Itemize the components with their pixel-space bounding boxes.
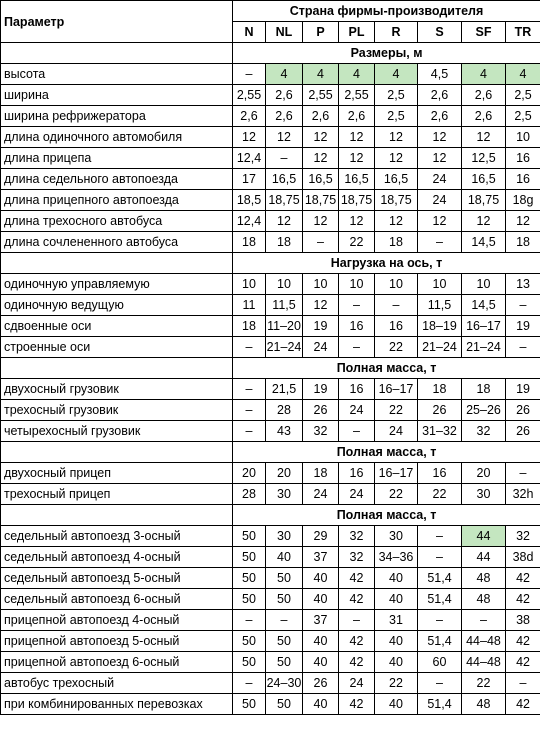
value-cell-nl: 18 — [266, 232, 303, 253]
value-cell-r: 16–17 — [375, 463, 418, 484]
section-title: Полная масса, т — [233, 442, 540, 463]
value-cell-sf: 30 — [462, 484, 506, 505]
row-label: одиночную управляемую — [1, 274, 233, 295]
value-cell-nl: 50 — [266, 694, 303, 715]
value-cell-sf: 16,5 — [462, 169, 506, 190]
value-cell-r: 10 — [375, 274, 418, 295]
value-cell-sf: 18,75 — [462, 190, 506, 211]
row-label: длина прицепного автопоезда — [1, 190, 233, 211]
value-cell-pl: 42 — [339, 589, 375, 610]
value-cell-nl: 30 — [266, 526, 303, 547]
table-row — [1, 652, 540, 673]
row-label: трехосный прицеп — [1, 484, 233, 505]
value-cell-p: 10 — [303, 274, 339, 295]
value-cell-sf: 12,5 — [462, 148, 506, 169]
value-cell-p: 16,5 — [303, 169, 339, 190]
value-cell-r: 22 — [375, 337, 418, 358]
country-header-r: R — [375, 22, 418, 43]
value-cell-r: 30 — [375, 526, 418, 547]
value-cell-n: – — [233, 337, 266, 358]
value-cell-pl: 24 — [339, 484, 375, 505]
value-cell-r: 22 — [375, 673, 418, 694]
value-cell-r: 2,5 — [375, 85, 418, 106]
value-cell-nl: 40 — [266, 547, 303, 568]
value-cell-tr: 32h — [506, 484, 540, 505]
value-cell-tr: 16 — [506, 148, 540, 169]
value-cell-n: 18,5 — [233, 190, 266, 211]
value-cell-pl: 42 — [339, 631, 375, 652]
value-cell-n: – — [233, 610, 266, 631]
row-label: ширина — [1, 85, 233, 106]
value-cell-pl: 10 — [339, 274, 375, 295]
value-cell-r: – — [375, 295, 418, 316]
row-label: длина прицепа — [1, 148, 233, 169]
country-group-header: Страна фирмы-производителя — [233, 1, 540, 22]
table-row — [1, 106, 540, 127]
value-cell-tr: 4 — [506, 64, 540, 85]
row-label: четырехосный грузовик — [1, 421, 233, 442]
table-row — [1, 232, 540, 253]
value-cell-r: 24 — [375, 421, 418, 442]
value-cell-n: 28 — [233, 484, 266, 505]
table-row — [1, 295, 540, 316]
value-cell-nl: 21,5 — [266, 379, 303, 400]
table-row — [1, 127, 540, 148]
value-cell-n: – — [233, 673, 266, 694]
value-cell-pl: 42 — [339, 652, 375, 673]
value-cell-s: 16 — [418, 463, 462, 484]
value-cell-sf: 44 — [462, 547, 506, 568]
row-label: двухосный прицеп — [1, 463, 233, 484]
value-cell-tr: – — [506, 295, 540, 316]
table-row — [1, 64, 540, 85]
value-cell-r: 16–17 — [375, 379, 418, 400]
value-cell-r: 16 — [375, 316, 418, 337]
value-cell-p: 12 — [303, 211, 339, 232]
table-row — [1, 610, 540, 631]
table-body — [1, 43, 540, 715]
value-cell-nl: 20 — [266, 463, 303, 484]
value-cell-r: 12 — [375, 127, 418, 148]
value-cell-pl: 22 — [339, 232, 375, 253]
value-cell-p: 29 — [303, 526, 339, 547]
value-cell-p: 26 — [303, 400, 339, 421]
value-cell-p: 18,75 — [303, 190, 339, 211]
value-cell-nl: 24–30 — [266, 673, 303, 694]
table-row — [1, 85, 540, 106]
value-cell-r: 16,5 — [375, 169, 418, 190]
value-cell-s: – — [418, 232, 462, 253]
row-label: седельный автопоезд 4-осный — [1, 547, 233, 568]
value-cell-nl: 30 — [266, 484, 303, 505]
row-label: при комбинированных перевозках — [1, 694, 233, 715]
value-cell-pl: 4 — [339, 64, 375, 85]
section-spacer-cell — [1, 505, 233, 526]
value-cell-tr: 18g — [506, 190, 540, 211]
value-cell-s: 4,5 — [418, 64, 462, 85]
value-cell-tr: 42 — [506, 652, 540, 673]
section-spacer-cell — [1, 442, 233, 463]
value-cell-r: 22 — [375, 484, 418, 505]
section-header-row — [1, 505, 540, 526]
value-cell-n: 12,4 — [233, 148, 266, 169]
value-cell-n: 50 — [233, 526, 266, 547]
value-cell-tr: 26 — [506, 400, 540, 421]
value-cell-pl: – — [339, 295, 375, 316]
value-cell-nl: – — [266, 148, 303, 169]
table-row — [1, 169, 540, 190]
table-row — [1, 148, 540, 169]
row-label: длина одиночного автомобиля — [1, 127, 233, 148]
value-cell-pl: 18,75 — [339, 190, 375, 211]
value-cell-p: 40 — [303, 694, 339, 715]
row-label: прицепной автопоезд 5-осный — [1, 631, 233, 652]
value-cell-s: – — [418, 610, 462, 631]
value-cell-nl: – — [266, 610, 303, 631]
value-cell-sf: 14,5 — [462, 232, 506, 253]
country-header-p: P — [303, 22, 339, 43]
country-header-tr: TR — [506, 22, 540, 43]
value-cell-nl: 2,6 — [266, 106, 303, 127]
section-title: Нагрузка на ось, т — [233, 253, 540, 274]
value-cell-sf: 48 — [462, 568, 506, 589]
value-cell-n: 18 — [233, 232, 266, 253]
value-cell-p: 2,6 — [303, 106, 339, 127]
value-cell-tr: 2,5 — [506, 106, 540, 127]
value-cell-s: – — [418, 673, 462, 694]
value-cell-nl: 2,6 — [266, 85, 303, 106]
table-row — [1, 316, 540, 337]
value-cell-tr: 10 — [506, 127, 540, 148]
value-cell-pl: 32 — [339, 547, 375, 568]
value-cell-p: 2,55 — [303, 85, 339, 106]
value-cell-sf: 44 — [462, 526, 506, 547]
value-cell-tr: 19 — [506, 316, 540, 337]
value-cell-sf: 22 — [462, 673, 506, 694]
value-cell-pl: 12 — [339, 211, 375, 232]
section-spacer-cell — [1, 358, 233, 379]
row-label: ширина рефрижератора — [1, 106, 233, 127]
row-label: автобус трехосный — [1, 673, 233, 694]
value-cell-s: 21–24 — [418, 337, 462, 358]
row-label: прицепной автопоезд 6-осный — [1, 652, 233, 673]
value-cell-r: 22 — [375, 400, 418, 421]
table-header — [1, 1, 540, 43]
value-cell-sf: 12 — [462, 127, 506, 148]
value-cell-tr: 16 — [506, 169, 540, 190]
table-row — [1, 379, 540, 400]
value-cell-n: 12,4 — [233, 211, 266, 232]
country-header-pl: PL — [339, 22, 375, 43]
value-cell-p: 19 — [303, 379, 339, 400]
row-label: трехосный грузовик — [1, 400, 233, 421]
value-cell-s: 2,6 — [418, 106, 462, 127]
value-cell-s: 51,4 — [418, 694, 462, 715]
country-header-nl: NL — [266, 22, 303, 43]
section-title: Полная масса, т — [233, 358, 540, 379]
table-row — [1, 694, 540, 715]
value-cell-tr: – — [506, 337, 540, 358]
value-cell-p: 4 — [303, 64, 339, 85]
value-cell-s: 51,4 — [418, 631, 462, 652]
row-label: длина седельного автопоезда — [1, 169, 233, 190]
value-cell-p: 40 — [303, 631, 339, 652]
value-cell-s: 11,5 — [418, 295, 462, 316]
value-cell-n: 50 — [233, 694, 266, 715]
value-cell-p: 40 — [303, 568, 339, 589]
value-cell-nl: 18,75 — [266, 190, 303, 211]
value-cell-s: – — [418, 526, 462, 547]
row-label: строенные оси — [1, 337, 233, 358]
value-cell-pl: 12 — [339, 148, 375, 169]
row-label: длина трехосного автобуса — [1, 211, 233, 232]
value-cell-nl: 16,5 — [266, 169, 303, 190]
value-cell-n: – — [233, 379, 266, 400]
value-cell-tr: – — [506, 673, 540, 694]
section-header-row — [1, 43, 540, 64]
table-row — [1, 631, 540, 652]
value-cell-pl: 2,6 — [339, 106, 375, 127]
value-cell-sf: 12 — [462, 211, 506, 232]
country-header-n: N — [233, 22, 266, 43]
value-cell-r: 12 — [375, 148, 418, 169]
value-cell-p: 12 — [303, 148, 339, 169]
value-cell-r: 34–36 — [375, 547, 418, 568]
value-cell-sf: 21–24 — [462, 337, 506, 358]
value-cell-pl: – — [339, 421, 375, 442]
value-cell-s: 22 — [418, 484, 462, 505]
section-title: Полная масса, т — [233, 505, 540, 526]
value-cell-pl: – — [339, 337, 375, 358]
value-cell-n: 50 — [233, 547, 266, 568]
value-cell-sf: 16–17 — [462, 316, 506, 337]
value-cell-p: 26 — [303, 673, 339, 694]
value-cell-n: 11 — [233, 295, 266, 316]
value-cell-s: 51,4 — [418, 589, 462, 610]
table-row — [1, 400, 540, 421]
section-spacer-cell — [1, 253, 233, 274]
value-cell-nl: 43 — [266, 421, 303, 442]
table-row — [1, 589, 540, 610]
value-cell-tr: 2,5 — [506, 85, 540, 106]
value-cell-s: 24 — [418, 169, 462, 190]
value-cell-p: 40 — [303, 589, 339, 610]
value-cell-pl: 16 — [339, 379, 375, 400]
value-cell-nl: 10 — [266, 274, 303, 295]
value-cell-s: 51,4 — [418, 568, 462, 589]
value-cell-n: 18 — [233, 316, 266, 337]
table-row — [1, 547, 540, 568]
value-cell-r: 12 — [375, 211, 418, 232]
value-cell-n: – — [233, 400, 266, 421]
value-cell-nl: 28 — [266, 400, 303, 421]
country-header-s: S — [418, 22, 462, 43]
row-label: высота — [1, 64, 233, 85]
value-cell-sf: 4 — [462, 64, 506, 85]
value-cell-pl: 42 — [339, 568, 375, 589]
table-row — [1, 274, 540, 295]
value-cell-sf: 25–26 — [462, 400, 506, 421]
row-label: двухосный грузовик — [1, 379, 233, 400]
value-cell-n: 2,55 — [233, 85, 266, 106]
row-label: седельный автопоезд 5-осный — [1, 568, 233, 589]
value-cell-r: 40 — [375, 652, 418, 673]
value-cell-s: 12 — [418, 148, 462, 169]
value-cell-n: 2,6 — [233, 106, 266, 127]
value-cell-p: 37 — [303, 547, 339, 568]
value-cell-n: 17 — [233, 169, 266, 190]
value-cell-r: 4 — [375, 64, 418, 85]
value-cell-pl: 12 — [339, 127, 375, 148]
value-cell-sf: 44–48 — [462, 631, 506, 652]
section-header-row — [1, 358, 540, 379]
value-cell-s: – — [418, 547, 462, 568]
value-cell-pl: 24 — [339, 673, 375, 694]
value-cell-tr: 26 — [506, 421, 540, 442]
value-cell-n: 20 — [233, 463, 266, 484]
value-cell-tr: 42 — [506, 589, 540, 610]
value-cell-tr: 42 — [506, 568, 540, 589]
table-row — [1, 421, 540, 442]
value-cell-nl: 12 — [266, 211, 303, 232]
value-cell-r: 18 — [375, 232, 418, 253]
value-cell-sf: 14,5 — [462, 295, 506, 316]
value-cell-r: 31 — [375, 610, 418, 631]
value-cell-n: 50 — [233, 631, 266, 652]
value-cell-r: 2,5 — [375, 106, 418, 127]
table-row — [1, 673, 540, 694]
value-cell-sf: 2,6 — [462, 85, 506, 106]
value-cell-sf: 18 — [462, 379, 506, 400]
value-cell-p: 24 — [303, 337, 339, 358]
value-cell-sf: 20 — [462, 463, 506, 484]
value-cell-s: 12 — [418, 211, 462, 232]
value-cell-sf: 2,6 — [462, 106, 506, 127]
value-cell-r: 40 — [375, 568, 418, 589]
value-cell-n: – — [233, 421, 266, 442]
value-cell-s: 31–32 — [418, 421, 462, 442]
value-cell-pl: 32 — [339, 526, 375, 547]
section-header-row — [1, 253, 540, 274]
table-row — [1, 484, 540, 505]
value-cell-s: 12 — [418, 127, 462, 148]
value-cell-nl: 50 — [266, 589, 303, 610]
value-cell-n: 50 — [233, 652, 266, 673]
row-label: сдвоенные оси — [1, 316, 233, 337]
value-cell-tr: 42 — [506, 631, 540, 652]
value-cell-s: 60 — [418, 652, 462, 673]
value-cell-p: 40 — [303, 652, 339, 673]
value-cell-s: 2,6 — [418, 85, 462, 106]
value-cell-r: 40 — [375, 694, 418, 715]
row-label: длина сочлененного автобуса — [1, 232, 233, 253]
value-cell-p: 32 — [303, 421, 339, 442]
value-cell-tr: 42 — [506, 694, 540, 715]
value-cell-p: 24 — [303, 484, 339, 505]
value-cell-nl: 21–24 — [266, 337, 303, 358]
value-cell-s: 24 — [418, 190, 462, 211]
value-cell-tr: 38d — [506, 547, 540, 568]
value-cell-n: 10 — [233, 274, 266, 295]
table-row — [1, 211, 540, 232]
value-cell-s: 18–19 — [418, 316, 462, 337]
section-header-row — [1, 442, 540, 463]
row-label: прицепной автопоезд 4-осный — [1, 610, 233, 631]
value-cell-pl: 42 — [339, 694, 375, 715]
value-cell-sf: 10 — [462, 274, 506, 295]
table-row — [1, 337, 540, 358]
table-row — [1, 526, 540, 547]
table-row — [1, 568, 540, 589]
value-cell-pl: 16,5 — [339, 169, 375, 190]
value-cell-p: 37 — [303, 610, 339, 631]
table-row — [1, 190, 540, 211]
value-cell-tr: 18 — [506, 232, 540, 253]
row-label: седельный автопоезд 3-осный — [1, 526, 233, 547]
value-cell-p: – — [303, 232, 339, 253]
value-cell-nl: 4 — [266, 64, 303, 85]
value-cell-r: 40 — [375, 631, 418, 652]
value-cell-nl: 11,5 — [266, 295, 303, 316]
value-cell-p: 12 — [303, 295, 339, 316]
value-cell-s: 18 — [418, 379, 462, 400]
value-cell-sf: 32 — [462, 421, 506, 442]
value-cell-nl: 50 — [266, 631, 303, 652]
value-cell-n: 12 — [233, 127, 266, 148]
value-cell-p: 19 — [303, 316, 339, 337]
value-cell-tr: 32 — [506, 526, 540, 547]
value-cell-tr: – — [506, 463, 540, 484]
value-cell-n: 50 — [233, 589, 266, 610]
value-cell-tr: 13 — [506, 274, 540, 295]
value-cell-s: 26 — [418, 400, 462, 421]
value-cell-sf: – — [462, 610, 506, 631]
value-cell-nl: 50 — [266, 652, 303, 673]
param-column-header: Параметр — [1, 1, 233, 43]
row-label: седельный автопоезд 6-осный — [1, 589, 233, 610]
value-cell-sf: 48 — [462, 589, 506, 610]
value-cell-n: – — [233, 64, 266, 85]
country-header-sf: SF — [462, 22, 506, 43]
table-row — [1, 463, 540, 484]
value-cell-pl: 24 — [339, 400, 375, 421]
value-cell-p: 12 — [303, 127, 339, 148]
value-cell-r: 40 — [375, 589, 418, 610]
section-spacer-cell — [1, 43, 233, 64]
value-cell-nl: 12 — [266, 127, 303, 148]
value-cell-tr: 19 — [506, 379, 540, 400]
value-cell-nl: 50 — [266, 568, 303, 589]
value-cell-pl: – — [339, 610, 375, 631]
value-cell-nl: 11–20 — [266, 316, 303, 337]
value-cell-pl: 16 — [339, 316, 375, 337]
value-cell-p: 18 — [303, 463, 339, 484]
value-cell-tr: 38 — [506, 610, 540, 631]
value-cell-sf: 44–48 — [462, 652, 506, 673]
value-cell-pl: 16 — [339, 463, 375, 484]
value-cell-sf: 48 — [462, 694, 506, 715]
value-cell-r: 18,75 — [375, 190, 418, 211]
value-cell-s: 10 — [418, 274, 462, 295]
section-title: Размеры, м — [233, 43, 540, 64]
value-cell-n: 50 — [233, 568, 266, 589]
row-label: одиночную ведущую — [1, 295, 233, 316]
value-cell-pl: 2,55 — [339, 85, 375, 106]
value-cell-tr: 12 — [506, 211, 540, 232]
